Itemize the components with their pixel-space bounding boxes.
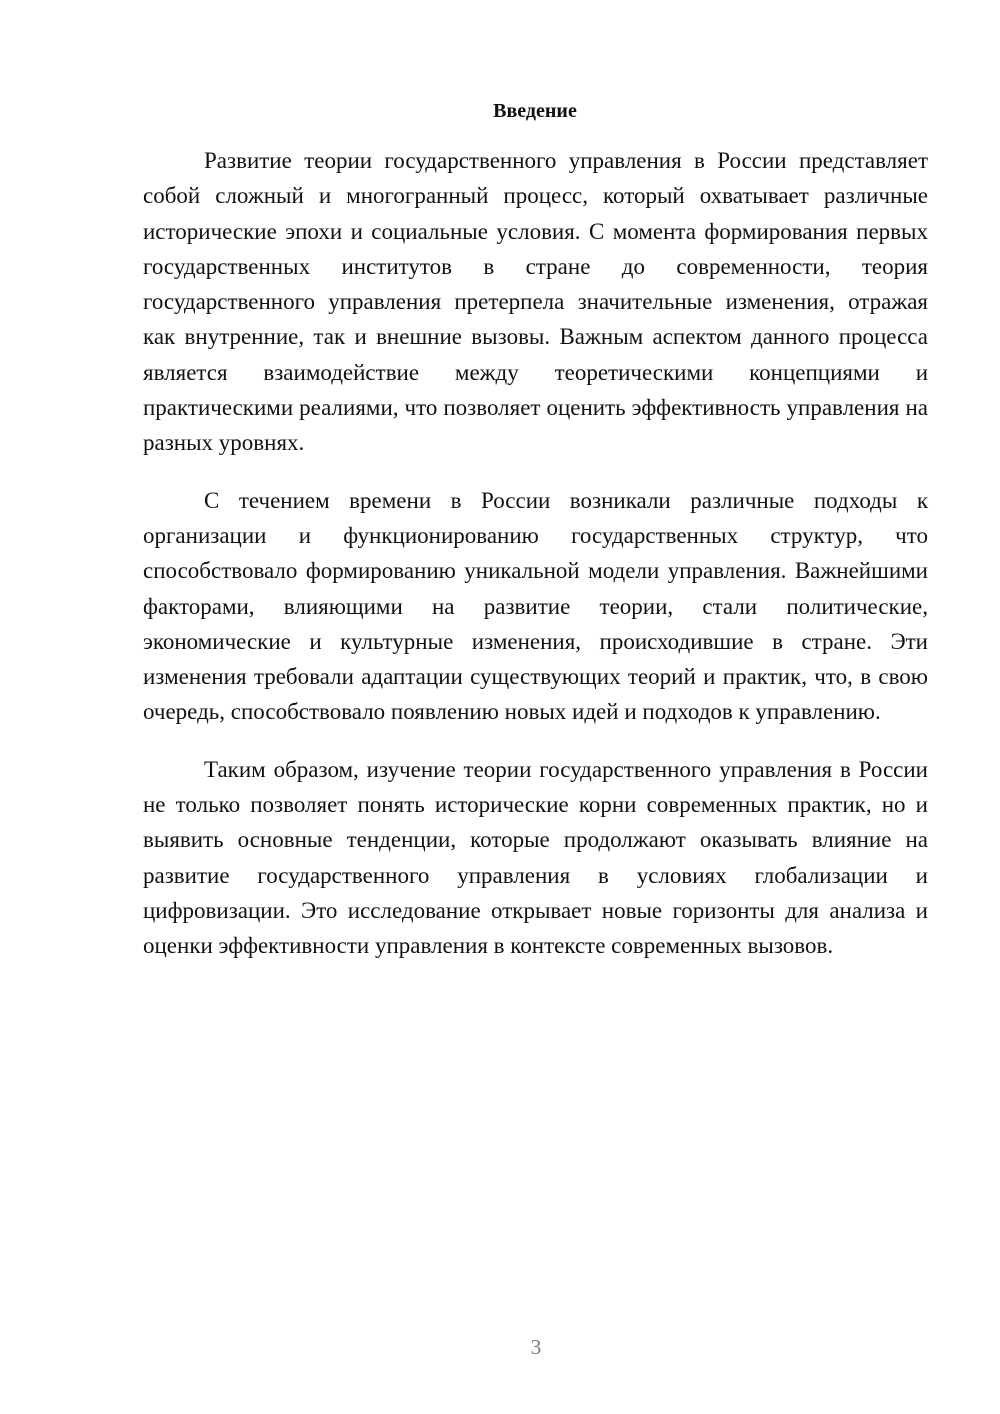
page-number: 3 — [530, 1335, 542, 1359]
paragraph-3: Таким образом, изучение теории государственного управления в России не только позволяет понять исторические корни современных практик, но и выявить основные тенденции, которые продолжают оказывать влияние на развитие государственного управления в условиях глобализации и цифровизации. Это исследование открывает новые горизонты для анализа и оценки эффективности управления в контексте современных вызовов. — [143, 756, 928, 959]
body-text — [143, 143, 928, 986]
section-title: Введение — [493, 100, 577, 122]
paragraph-1: Развитие теории государственного управления в России представляет собой сложный и многогранный процесс, который охватывает различные исторические эпохи и социальные условия. С момента формирования первых государственных институтов в стране до современности, теория государственного управления претерпела значительные изменения, отражая как внутренние, так и внешние вызовы. Важным аспектом данного процесса является взаимодействие между теоретическими концепциями и практическими реалиями, что позволяет оценить эффективность управления на разных уровнях. — [143, 148, 928, 456]
paragraph-2: С течением времени в России возникали различные подходы к организации и функционированию государственных структур, что способствовало формированию уникальной модели управления. Важнейшими факторами, влияющими на развитие теории, стали политические, экономические и культурные изменения, происходившие в стране. Эти изменения требовали адаптации существующих теорий и практик, что, в свою очередь, способствовало появлению новых идей и подходов к управлению. — [143, 487, 928, 725]
